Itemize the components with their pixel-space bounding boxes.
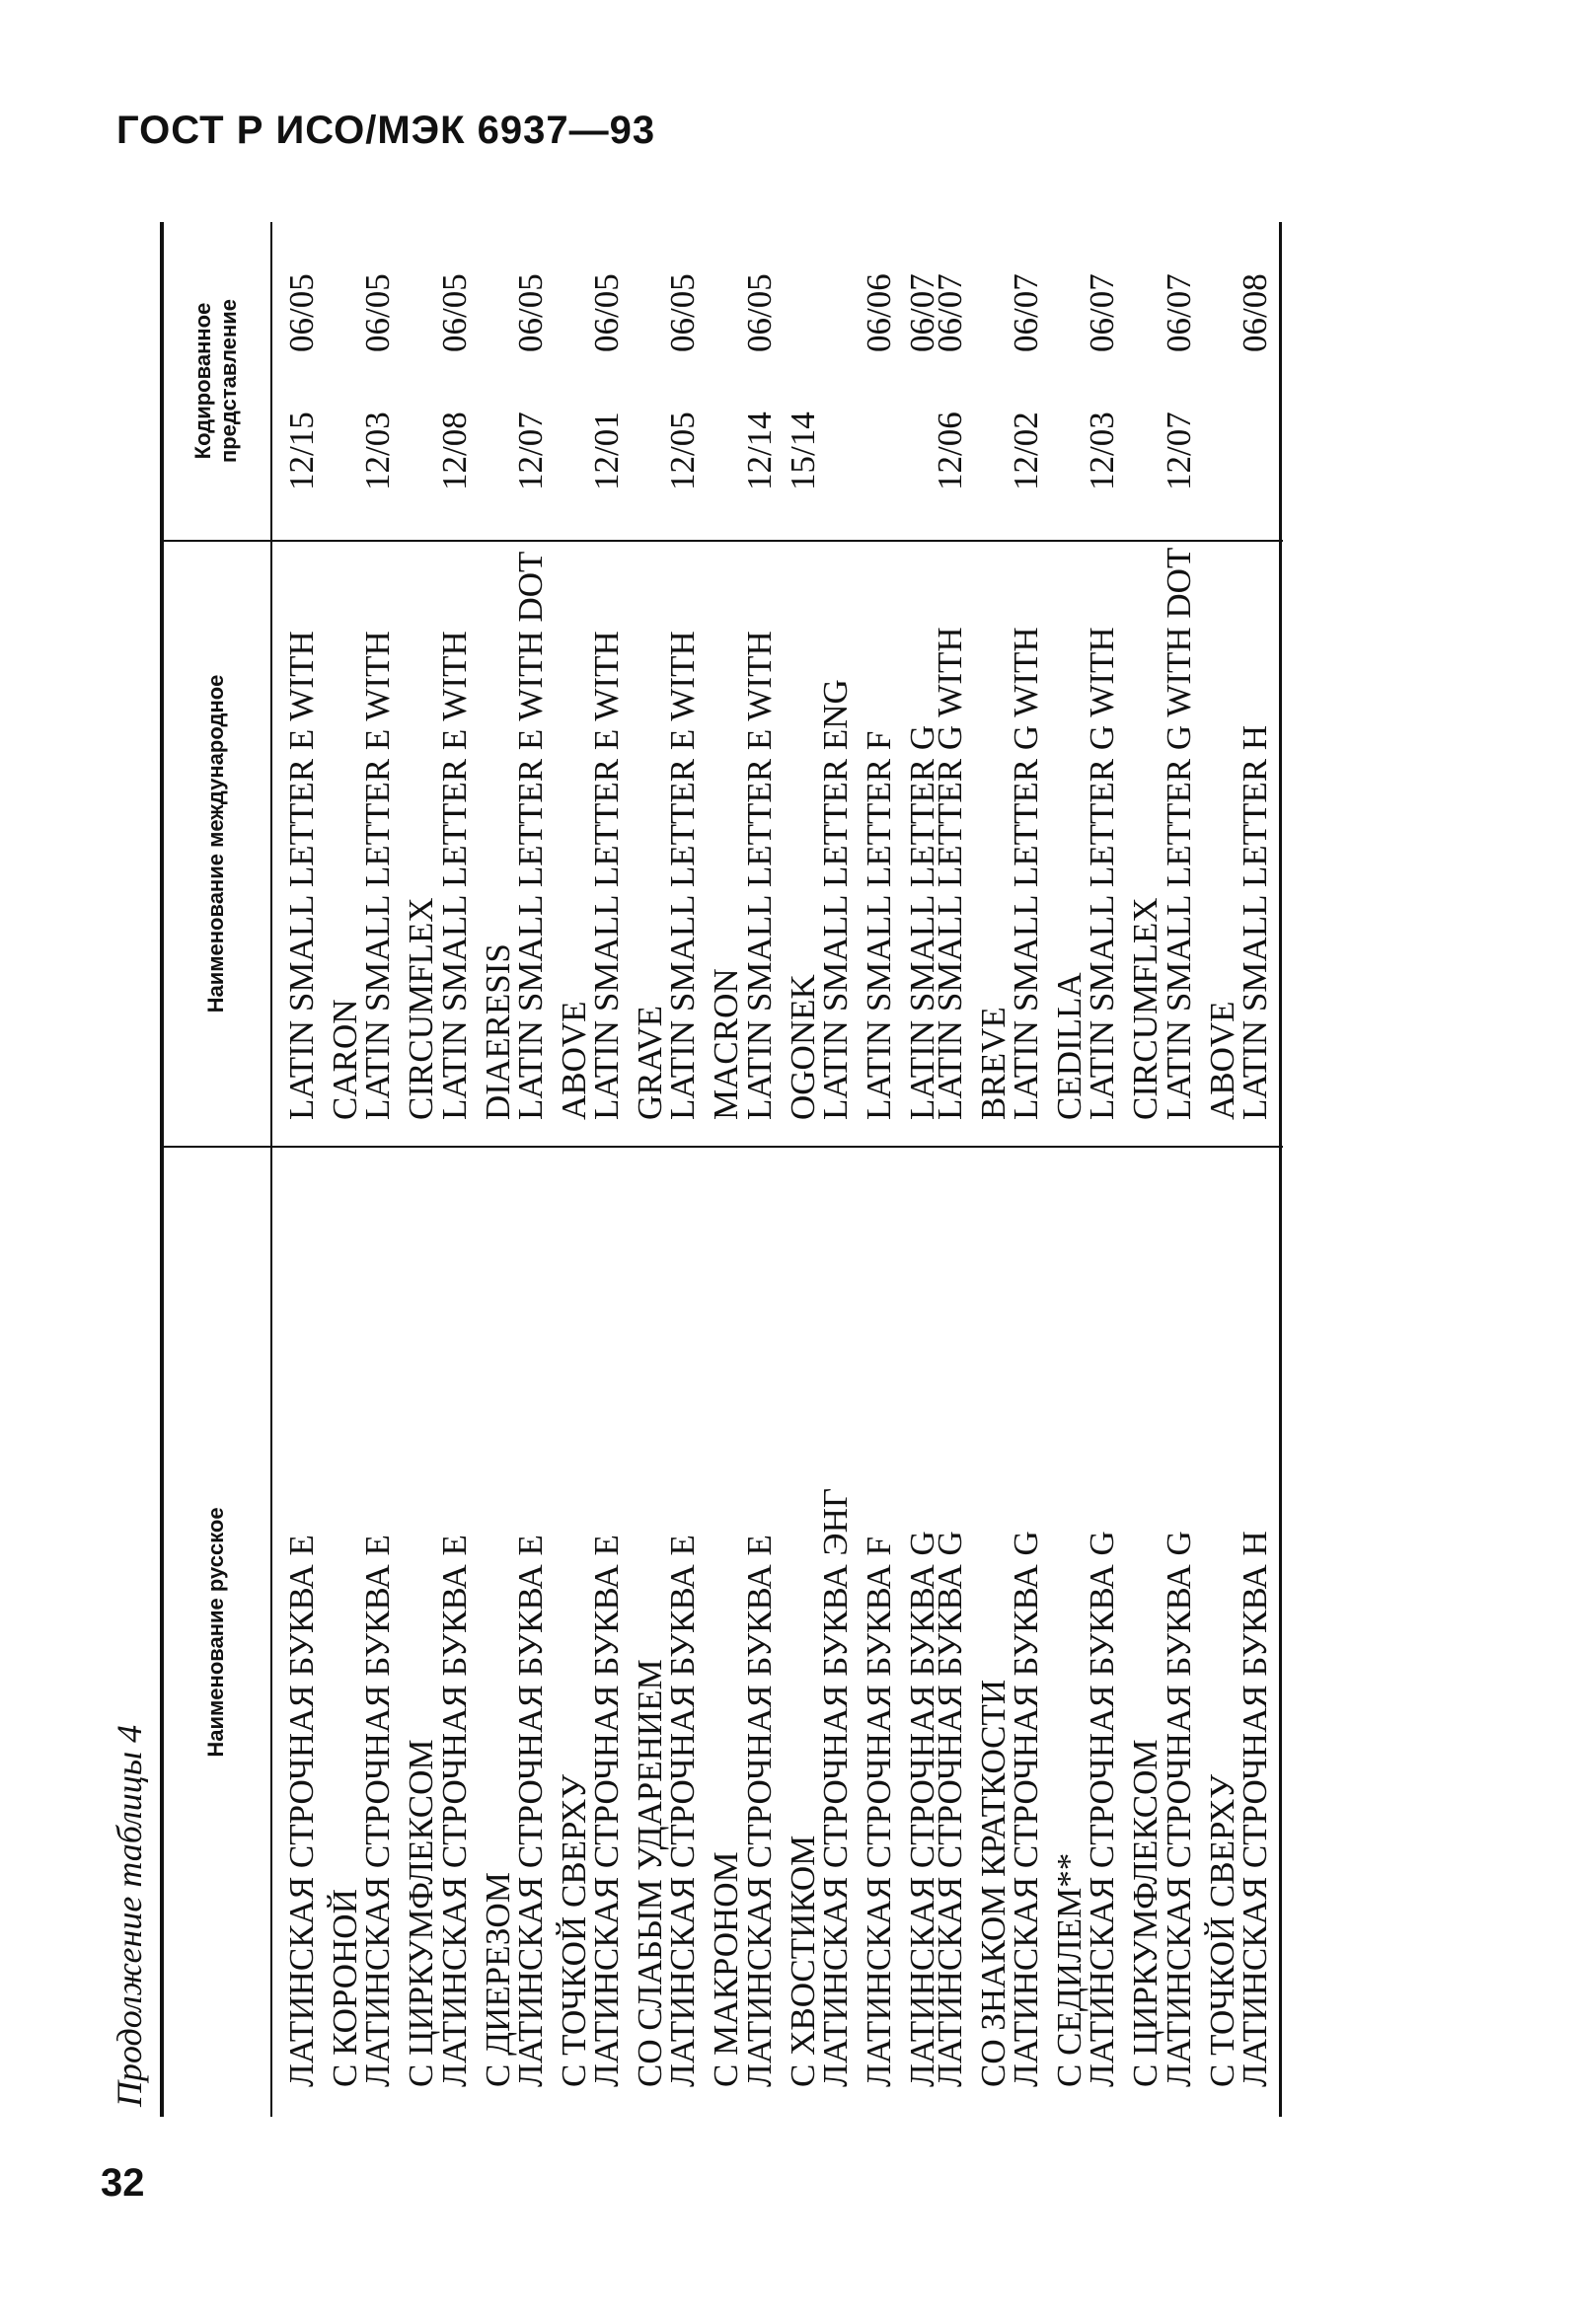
international-name-line: LATIN SMALL LETTER G WITH (930, 627, 969, 1120)
russian-name-line: ЛАТИНСКАЯ СТРОЧНАЯ БУКВА E (282, 1535, 321, 2087)
russian-name-line: С КОРОНОЙ (326, 1889, 364, 2087)
code-column-first: 12/07 (1159, 412, 1198, 490)
cell-international-name (433, 548, 520, 1120)
international-name-line: LATIN SMALL LETTER G WITH (1007, 627, 1046, 1120)
header-international-label: Наименование международное (203, 674, 228, 1013)
table-row (433, 222, 520, 2117)
table-row (1005, 222, 1091, 2117)
international-name-line: LATIN SMALL LETTER H (1235, 724, 1274, 1120)
table-row (356, 222, 443, 2117)
cell-russian-name (356, 1150, 443, 2087)
code-column-first: 12/02 (1007, 412, 1046, 490)
header-coded-line-1: Кодированное (190, 302, 215, 460)
russian-name-line: С СЕДИЛЕМ** (1050, 1852, 1089, 2087)
international-name-line: BREVE (973, 1007, 1012, 1120)
code-column-second: 06/05 (663, 273, 703, 352)
russian-name-line: ЛАТИНСКАЯ СТРОЧНАЯ БУКВА F (859, 1537, 898, 2087)
cell-international-name (661, 548, 748, 1120)
code-column-second: 06/05 (358, 273, 398, 352)
international-name-line: LATIN SMALL LETTER E WITH (663, 631, 703, 1120)
document-header: ГОСТ Р ИСО/МЭК 6937—93 (116, 109, 656, 152)
cell-international-name (929, 548, 1015, 1120)
russian-name-line: С ХВОСТИКОМ (783, 1835, 822, 2087)
russian-name-line: ЛАТИНСКАЯ СТРОЧНАЯ БУКВА E (587, 1535, 627, 2087)
code-column-first: 12/05 (663, 412, 703, 490)
russian-name-line: ЛАТИНСКАЯ СТРОЧНАЯ БУКВА H (1235, 1531, 1274, 2087)
russian-name-line: ЛАТИНСКАЯ СТРОЧНАЯ БУКВА E (510, 1535, 550, 2087)
international-name-line: LATIN SMALL LETTER F (859, 730, 898, 1120)
international-name-line: CEDILLA (1050, 972, 1089, 1120)
code-column-first: 12/01 (587, 412, 627, 490)
table-row (280, 222, 367, 2117)
header-coded-line-2: представление (216, 298, 241, 464)
table-row (661, 222, 748, 2117)
russian-name-line: ЛАТИНСКАЯ СТРОЧНАЯ БУКВА G (1159, 1531, 1198, 2087)
table-caption: Продолжение таблицы 4 (110, 1724, 149, 2107)
international-name-line: LATIN SMALL LETTER G WITH (1083, 627, 1122, 1120)
russian-name-line: ЛАТИНСКАЯ СТРОЧНАЯ БУКВА E (739, 1535, 779, 2087)
russian-name-line: ЛАТИНСКАЯ СТРОЧНАЯ БУКВА E (663, 1535, 703, 2087)
cell-russian-name (1234, 1150, 1277, 2087)
table-row (1234, 222, 1277, 2117)
cell-russian-name (1158, 1150, 1244, 2087)
russian-name-line: ЛАТИНСКАЯ СТРОЧНАЯ БУКВА G (930, 1531, 969, 2087)
cell-international-name (509, 548, 596, 1120)
code-column-second: 06/07 (1083, 273, 1122, 352)
international-name-line: LATIN SMALL LETTER E WITH (434, 631, 474, 1120)
rotated-table-block (99, 222, 1283, 2117)
table-row (509, 222, 596, 2117)
cell-international-name (356, 548, 443, 1120)
russian-name-line: ЛАТИНСКАЯ СТРОЧНАЯ БУКВА ЭНГ (815, 1487, 855, 2087)
code-column-second: 06/07 (1159, 273, 1198, 352)
russian-name-line: ЛАТИНСКАЯ СТРОЧНАЯ БУКВА G (902, 1531, 941, 2087)
table-row (929, 222, 1015, 2117)
international-name-line: LATIN SMALL LETTER ENG (815, 679, 855, 1120)
page-number: 32 (101, 2161, 145, 2205)
international-name-line: GRAVE (631, 1005, 670, 1120)
code-column-first: 12/03 (358, 412, 398, 490)
cell-international-name (585, 548, 672, 1120)
code-column-first: 12/03 (1083, 412, 1122, 490)
header-russian-label: Наименование русское (203, 1507, 228, 1758)
international-name-line: MACRON (707, 968, 746, 1120)
header-international (168, 542, 264, 1146)
russian-name-line: С ДИЕРЕЗОМ (478, 1872, 517, 2087)
cell-international-name (1234, 548, 1277, 1120)
table (160, 222, 1283, 2117)
russian-name-line: ЛАТИНСКАЯ СТРОЧНАЯ БУКВА G (1083, 1531, 1122, 2087)
table-row (585, 222, 672, 2117)
international-name-line: LATIN SMALL LETTER E WITH DOT (510, 551, 550, 1120)
cell-international-name (280, 548, 367, 1120)
code-column-first: 15/14 (783, 412, 822, 490)
table-header-rule (270, 222, 272, 2117)
russian-name-line: С ТОЧКОЙ СВЕРХУ (1202, 1773, 1241, 2087)
cell-russian-name (814, 1150, 944, 2087)
table-row (814, 222, 944, 2117)
cell-russian-name (1005, 1150, 1091, 2087)
international-name-line: CIRCUMFLEX (402, 897, 441, 1120)
cell-international-name (1158, 548, 1244, 1120)
code-column-second: 06/05 (510, 273, 550, 352)
code-column-first: 12/15 (282, 412, 321, 490)
russian-name-line: С ЦИРКУМФЛЕКСОМ (1126, 1739, 1165, 2087)
code-column-second: 06/07 (1007, 273, 1046, 352)
russian-name-line: ЛАТИНСКАЯ СТРОЧНАЯ БУКВА G (1007, 1531, 1046, 2087)
cell-international-name (1081, 548, 1167, 1120)
code-column-second: 06/05 (434, 273, 474, 352)
russian-name-line: С ТОЧКОЙ СВЕРХУ (554, 1773, 593, 2087)
code-column-first: 12/14 (739, 412, 779, 490)
cell-russian-name (738, 1150, 825, 2087)
international-name-line: LATIN SMALL LETTER E WITH (282, 631, 321, 1120)
code-column-first: 12/07 (510, 412, 550, 490)
table-row (738, 222, 825, 2117)
code-column-second: 06/07 (902, 273, 941, 352)
table-top-rule (160, 222, 164, 2117)
russian-name-line: СО ЗНАКОМ КРАТКОСТИ (973, 1679, 1012, 2087)
international-name-line: CIRCUMFLEX (1126, 897, 1165, 1120)
code-column-second: 06/05 (282, 273, 321, 352)
header-russian (168, 1148, 264, 2117)
code-column-first: 12/08 (434, 412, 474, 490)
russian-name-line: СО СЛАБЫМ УДАРЕНИЕМ (631, 1659, 670, 2087)
international-name-line: CARON (326, 999, 364, 1120)
cell-russian-name (585, 1150, 672, 2087)
cell-international-name (1005, 548, 1091, 1120)
russian-name-line: С МАКРОНОМ (707, 1851, 746, 2087)
table-row (1081, 222, 1167, 2117)
cell-russian-name (433, 1150, 520, 2087)
cell-russian-name (509, 1150, 596, 2087)
international-name-line: DIAERESIS (478, 943, 517, 1120)
russian-name-line: С ЦИРКУМФЛЕКСОМ (402, 1739, 441, 2087)
cell-russian-name (1081, 1150, 1167, 2087)
russian-name-line: ЛАТИНСКАЯ СТРОЧНАЯ БУКВА E (434, 1535, 474, 2087)
table-row (1158, 222, 1244, 2117)
code-column-second: 06/08 (1235, 273, 1274, 352)
cell-russian-name (661, 1150, 748, 2087)
code-column-second: 06/05 (739, 273, 779, 352)
code-column-second: 06/06 (859, 273, 898, 352)
header-coded (168, 222, 264, 540)
international-name-line: OGONEK (783, 974, 822, 1120)
code-column-second: 06/07 (930, 273, 969, 352)
cell-russian-name (929, 1150, 1015, 2087)
international-name-line: LATIN SMALL LETTER G (902, 724, 941, 1120)
table-bottom-rule (1279, 222, 1282, 2117)
russian-name-line: ЛАТИНСКАЯ СТРОЧНАЯ БУКВА E (358, 1535, 398, 2087)
international-name-line: LATIN SMALL LETTER G WITH DOT (1159, 548, 1198, 1120)
international-name-line: LATIN SMALL LETTER E WITH (358, 631, 398, 1120)
international-name-line: LATIN SMALL LETTER E WITH (587, 631, 627, 1120)
international-name-line: LATIN SMALL LETTER E WITH (739, 631, 779, 1120)
cell-russian-name (280, 1150, 367, 2087)
international-name-line: ABOVE (554, 1001, 593, 1120)
cell-international-name (814, 548, 944, 1120)
code-column-second: 06/05 (587, 273, 627, 352)
cell-international-name (738, 548, 825, 1120)
code-column-first: 12/06 (930, 412, 969, 490)
international-name-line: ABOVE (1202, 1001, 1241, 1120)
